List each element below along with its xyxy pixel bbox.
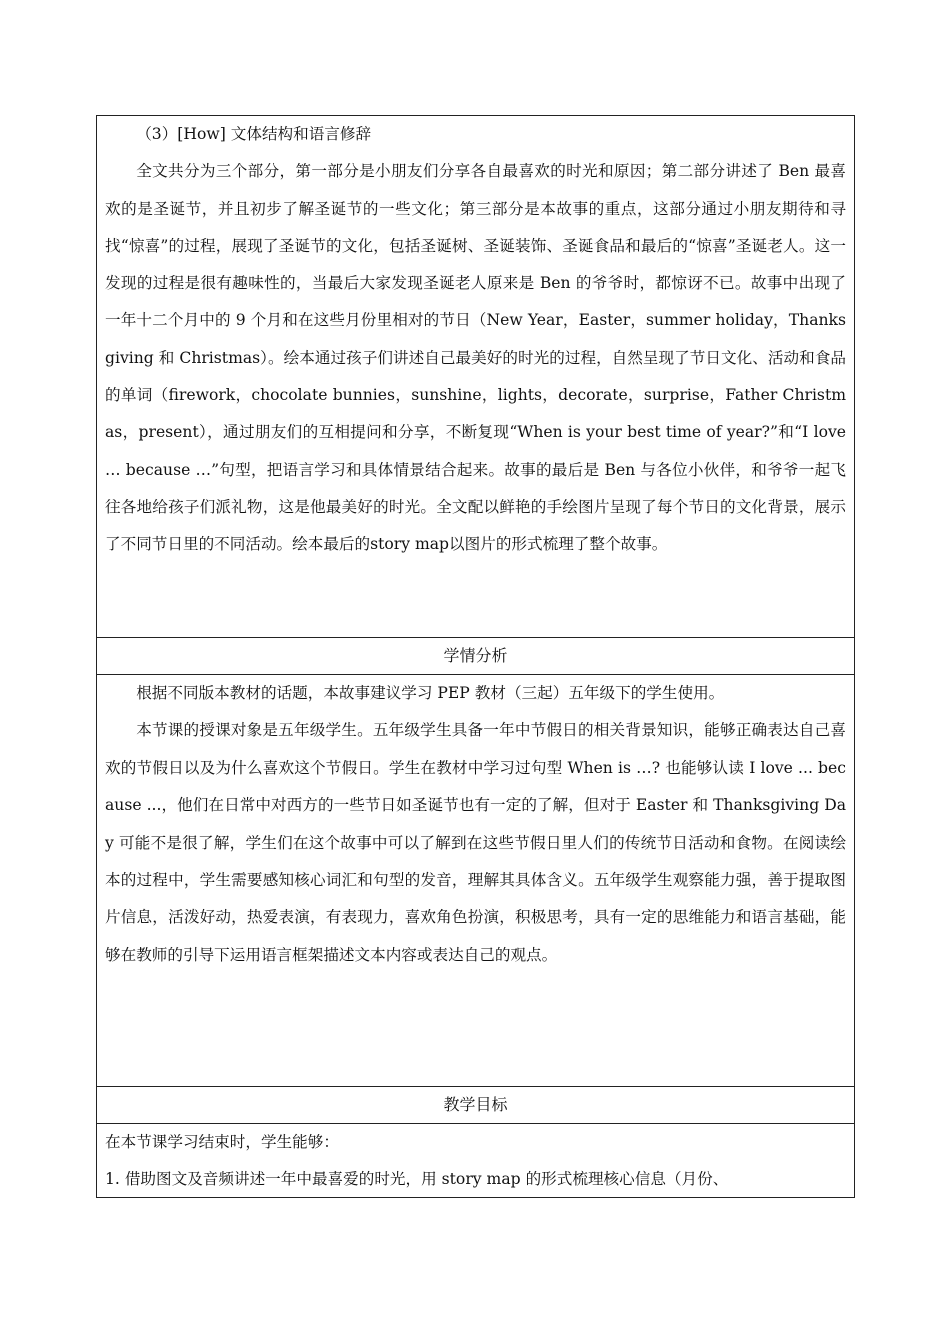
learner-paragraph-2: 本节课的授课对象是五年级学生。五年级学生具备一年中节假日的相关背景知识，能够正确表达自己喜欢的节假日以及为什么喜欢这个节假日。学生在教材中学习过句型 When is …? 也能够认读 I love ... because ...，他们在日常中对西方的一些节日如圣诞节也有一定的了解，但对于 Easter 和 Thanksgiving Day 可能不是很了解，学生们在这个故事中可以了解到在这些节假日里人们的传统节日活动和食物。在阅读绘本的过程中，学生需要感知核心词汇和句型的发音，理解其具体含义。五年级学生观察能力强，善于提取图片信息，活泼好动，热爱表演，有表现力，喜欢角色扮演，积极思考，具有一定的思维能力和语言基础，能够在教师的引导下运用语言框架描述文本内容或表达自己的观点。 (105, 721, 846, 964)
goals-item-1: 1. 借助图文及音频讲述一年中最喜爱的时光，用 story map 的形式梳理核心信息（月份、 (105, 1170, 729, 1189)
teaching-goals-title: 教学目标 (443, 1095, 508, 1114)
learner-analysis-header (96, 637, 855, 674)
teaching-goals-cell (96, 1123, 855, 1198)
learner-analysis-cell (96, 674, 855, 1086)
teaching-goals-header (96, 1086, 855, 1123)
learner-paragraph-1: 根据不同版本教材的话题，本故事建议学习 PEP 教材（三起）五年级下的学生使用。 (136, 684, 725, 702)
how-section-cell (96, 115, 855, 637)
how-paragraph: 全文共分为三个部分，第一部分是小朋友们分享各自最喜欢的时光和原因；第二部分讲述了 Ben 最喜欢的是圣诞节，并且初步了解圣诞节的一些文化；第三部分是本故事的重点，这部分通过小朋友期待和寻找“惊喜”的过程，展现了圣诞节的文化，包括圣诞树、圣诞装饰、圣诞食品和最后的“惊喜”圣诞老人。这一发现的过程是很有趣味性的，当最后大家发现圣诞老人原来是 Ben 的爷爷时，都惊讶不已。故事中出现了一年十二个月中的 9 个月和在这些月份里相对的节日（New Year，Easter，summer holiday，Thanksgiving 和 Christmas）。绘本通过孩子们讲述自己最美好的时光的过程，自然呈现了节日文化、活动和食品的单词（firework，chocolate bunnies，sunshine，lights，decorate，surprise，Father Christmas，present），通过朋友们的互相提问和分享，不断复现“When is your best time of year?”和“I love … because …”句型，把语言学习和具体情景结合起来。故事的最后是 Ben 与各位小伙伴，和爷爷一起飞往各地给孩子们派礼物，这是他最美好的时光。全文配以鲜艳的手绘图片呈现了每个节日的文化背景，展示了不同节日里的不同活动。绘本最后的story map以图片的形式梳理了整个故事。 (105, 162, 846, 554)
lesson-plan-table (96, 115, 855, 1198)
learner-analysis-title: 学情分析 (443, 646, 508, 665)
goals-intro: 在本节课学习结束时，学生能够： (105, 1133, 339, 1151)
how-heading: （3）[How] 文体结构和语言修辞 (136, 125, 372, 143)
